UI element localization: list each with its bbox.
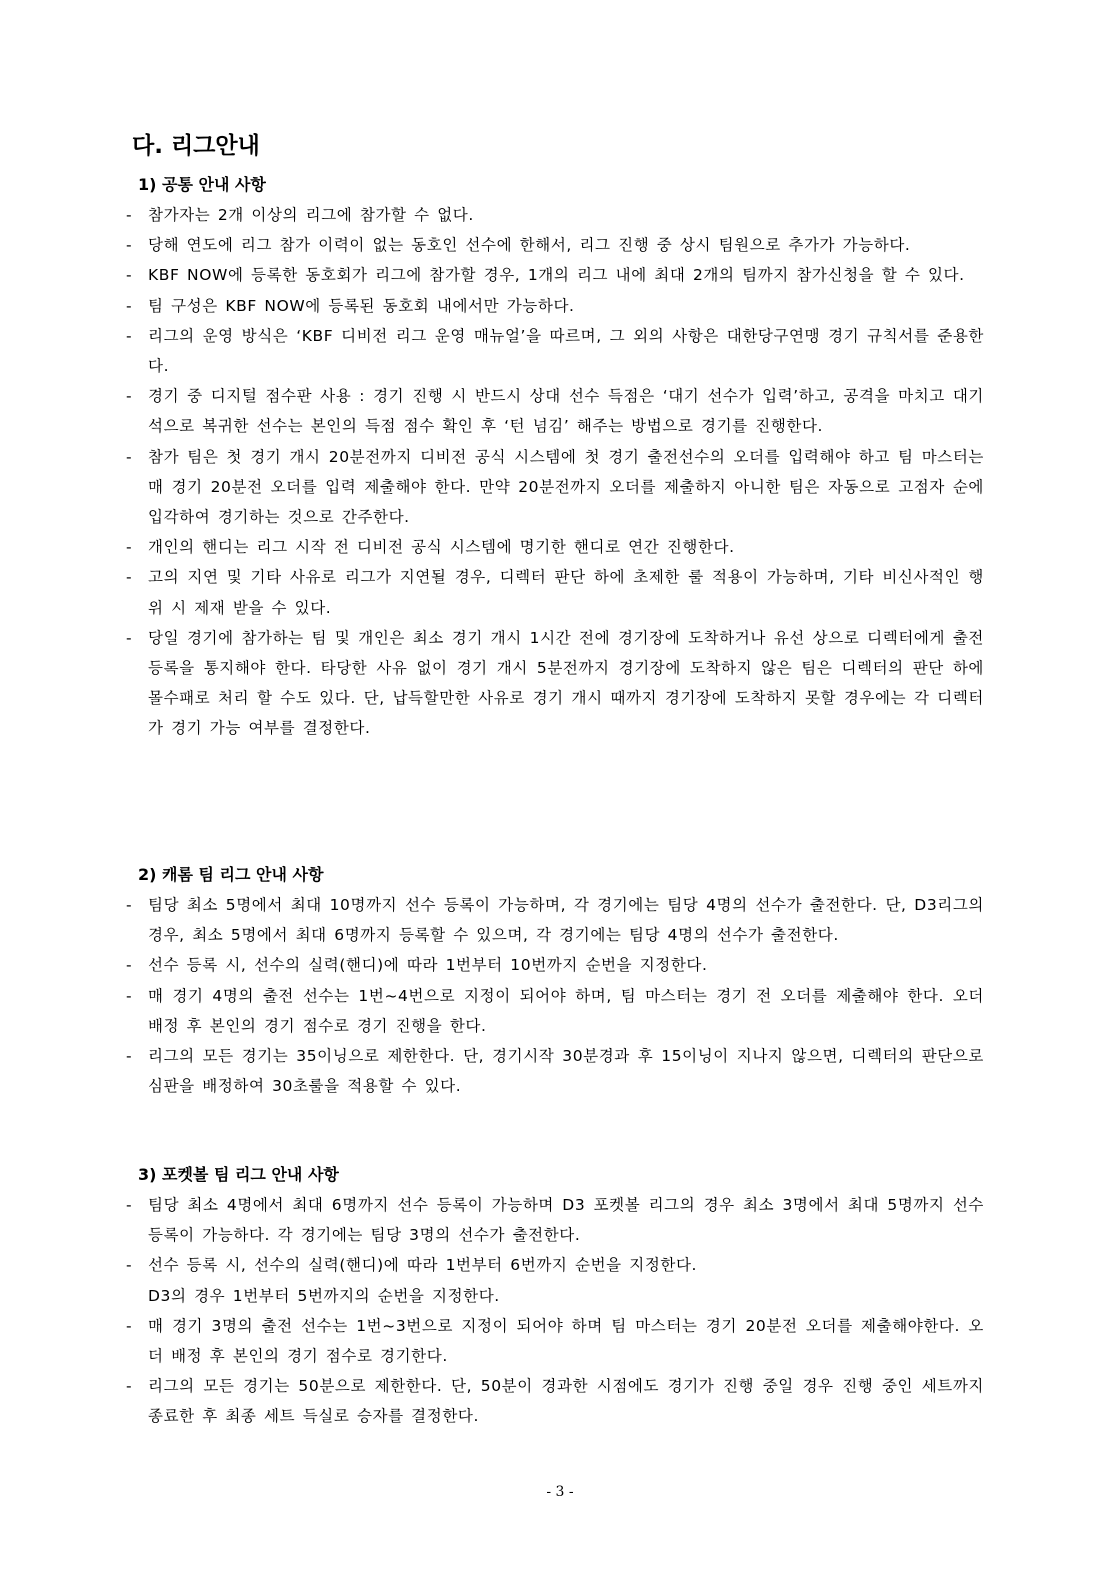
list-item: - 팀당 최소 4명에서 최대 6명까지 선수 등록이 가능하며 D3 포켓볼 리그의 경우 최소 3명에서 최대 5명까지 선수등록이 가능하다. 각 경기에는 팀당 3명의 선수가 출전한다. [124,1190,984,1250]
item-list [124,200,984,744]
bullet-dash: - [126,296,133,315]
bullet-dash: - [126,387,133,406]
list-item: - 리그의 모든 경기는 35이닝으로 제한한다. 단, 경기시작 30분경과 후 15이닝이 지나지 않으면, 디렉터의 판단으로 심판을 배정하여 30초룰을 적용할 수 있다. [124,1041,984,1101]
bullet-dash: - [126,538,133,557]
list-item-continuation: D3의 경우 1번부터 5번까지의 순번을 지정한다. [148,1286,500,1305]
bullet-dash: - [126,628,133,647]
section-heading: 1) 공통 안내 사항 [138,175,266,194]
section-carom-team-league [124,860,984,1101]
list-item: - 참가 팀은 첫 경기 개시 20분전까지 디비전 공식 시스템에 첫 경기 출전선수의 오더를 입력해야 하고 팀 마스터는 매 경기 20분전 오더를 입력 제출해야 한다. 만약 20분전까지 오더를 제출하지 아니한 팀은 자동으로 고점자 순에 입각하여 경기하는 것으로 간주한다. [124,442,984,533]
list-item: - 고의 지연 및 기타 사유로 리그가 지연될 경우, 디렉터 판단 하에 초제한 룰 적용이 가능하며, 기타 비신사적인 행위 시 제재 받을 수 있다. [124,562,984,622]
bullet-dash: - [126,568,133,587]
bullet-dash: - [126,1316,133,1335]
bullet-dash: - [126,1256,133,1275]
list-item: - 리그의 운영 방식은 ‘KBF 디비전 리그 운영 매뉴얼’을 따르며, 그 외의 사항은 대한당구연맹 경기 규칙서를 준용한다. [124,321,984,381]
list-item: - 선수 등록 시, 선수의 실력(핸디)에 따라 1번부터 6번까지 순번을 지정한다. [124,1250,984,1280]
list-item: - KBF NOW에 등록한 동호회가 리그에 참가할 경우, 1개의 리그 내에 최대 2개의 팀까지 참가신청을 할 수 있다. [124,260,984,290]
bullet-dash: - [126,896,133,914]
bullet-dash: - [126,206,133,224]
bullet-dash: - [126,236,133,255]
section-heading: 3) 포켓볼 팀 리그 안내 사항 [138,1165,339,1184]
bullet-dash: - [126,956,133,975]
list-item: - 당일 경기에 참가하는 팀 및 개인은 최소 경기 개시 1시간 전에 경기장에 도착하거나 유선 상으로 디렉터에게 출전 등록을 통지해야 한다. 타당한 사유 없이 경기 개시 5분전까지 경기장에 도착하지 않은 팀은 디렉터의 판단 하에 몰수패로 처리 할 수도 있다. 단, 납득할만한 사유로 경기 개시 때까지 경기장에 도착하지 못할 경우에는 각 디렉터가 경기 가능 여부를 결정한다. [124,623,984,744]
list-item: - 매 경기 3명의 출전 선수는 1번~3번으로 지정이 되어야 하며 팀 마스터는 경기 20분전 오더를 제출해야한다. 오더 배정 후 본인의 경기 점수로 경기한다. [124,1311,984,1371]
item-list [124,890,984,1101]
section-common-notice [124,170,984,744]
list-item: - 팀 구성은 KBF NOW에 등록된 동호회 내에서만 가능하다. [124,291,984,321]
list-item: - 선수 등록 시, 선수의 실력(핸디)에 따라 1번부터 10번까지 순번을 지정한다. [124,950,984,980]
page-title: 다. 리그안내 [132,133,260,159]
list-item: - 팀당 최소 5명에서 최대 10명까지 선수 등록이 가능하며, 각 경기에는 팀당 4명의 선수가 출전한다. 단, D3리그의 경우, 최소 5명에서 최대 6명까지 등록할 수 있으며, 각 경기에는 팀당 4명의 선수가 출전한다. [124,890,984,950]
list-item: - 매 경기 4명의 출전 선수는 1번~4번으로 지정이 되어야 하며, 팀 마스터는 경기 전 오더를 제출해야 한다. 오더 배정 후 본인의 경기 점수로 경기 진행을 한다. [124,981,984,1041]
bullet-dash: - [126,1196,133,1214]
item-list [124,1190,984,1432]
list-item: - 당해 연도에 리그 참가 이력이 없는 동호인 선수에 한해서, 리그 진행 중 상시 팀원으로 추가가 가능하다. [124,230,984,260]
bullet-dash: - [126,1377,133,1396]
list-item: - 리그의 모든 경기는 50분으로 제한한다. 단, 50분이 경과한 시점에도 경기가 진행 중일 경우 진행 중인 세트까지 종료한 후 최종 세트 득실로 승자를 결정한다. [124,1371,984,1431]
bullet-dash: - [126,986,133,1005]
list-item: - 개인의 핸디는 리그 시작 전 디비전 공식 시스템에 명기한 핸디로 연간 진행한다. [124,532,984,562]
page-number: - 3 - [546,1484,574,1500]
bullet-dash: - [126,447,133,466]
list-item: - 경기 중 디지털 점수판 사용 : 경기 진행 시 반드시 상대 선수 득점은 ‘대기 선수가 입력’하고, 공격을 마치고 대기석으로 복귀한 선수는 본인의 득점 점수 확인 후 ‘턴 넘김’ 해주는 방법으로 경기를 진행한다. [124,381,984,441]
section-pocketball-team-league [124,1160,984,1432]
section-heading: 2) 캐롬 팀 리그 안내 사항 [138,865,324,884]
bullet-dash: - [126,266,133,285]
list-item: - 참가자는 2개 이상의 리그에 참가할 수 없다. [124,200,984,230]
bullet-dash: - [126,1047,133,1066]
bullet-dash: - [126,326,133,345]
